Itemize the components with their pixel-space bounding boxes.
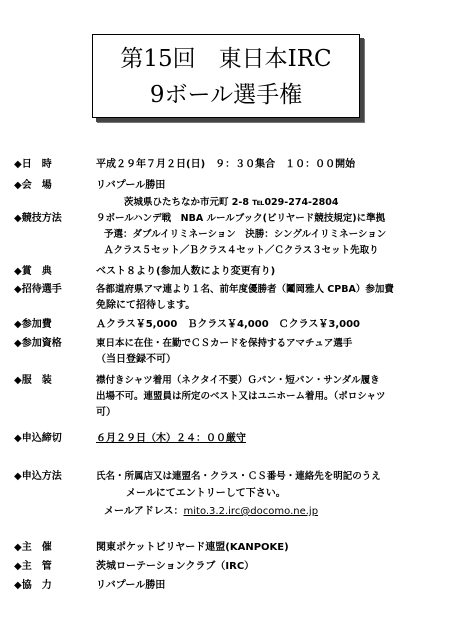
label-application: ◆申込方法: [14, 471, 62, 482]
application-line-1: 氏名・所属店又は連盟名・クラス・ＣＳ番号・連絡先を明記のうえ: [96, 471, 381, 482]
venue-address: 茨城県ひたちなか市元町 2-8 ℡029-274-2804: [124, 197, 339, 208]
row-application: [14, 470, 96, 483]
label-dress: ◆服 装: [14, 375, 52, 386]
label-fee: ◆参加費: [14, 319, 52, 330]
invited-line-2: 免除にて招待します。: [96, 300, 196, 311]
label-manager: ◆主 管: [14, 561, 52, 572]
invited-line-1: 各都道府県アマ連より１名、前年度優勝者（鬮岡雅人 CPBA）参加費: [96, 284, 394, 295]
label-deadline: ◆申込締切: [14, 433, 62, 444]
title-line-1: 第15回 東日本IRC: [120, 46, 332, 72]
title-line-2: 9ボール選手権: [149, 82, 303, 108]
manager-text: 茨城ローテーションクラブ（IRC）: [96, 561, 255, 572]
row-format: [14, 212, 96, 225]
row-deadline: [14, 432, 96, 445]
row-cooperation: [14, 579, 96, 592]
row-date: [14, 158, 96, 171]
row-prize: [14, 265, 96, 278]
email-line: [104, 505, 318, 518]
email-link[interactable]: mito.3.2.irc@docomo.ne.jp: [183, 506, 319, 517]
date-text: 平成２９年７月２日(日) ９：３０集合 １０：００開始: [96, 159, 356, 170]
label-venue: ◆会 場: [14, 180, 52, 191]
format-line-3: Ａクラス５セット／Ｂクラス４セット／Ｃクラス３セット先取り: [104, 245, 379, 256]
row-fee: [14, 318, 96, 331]
venue-name: リバプール勝田: [96, 180, 166, 191]
label-invited: ◆招待選手: [14, 284, 62, 295]
dress-line-2: 出場不可。連盟員は所定のベスト又はユニホーム着用。（ポロシャツ: [96, 391, 386, 402]
row-dress: [14, 374, 96, 387]
prize-text: ベスト８より(参加人数により変更有り): [96, 266, 276, 277]
label-organizer: ◆主 催: [14, 542, 52, 553]
deadline-text: ６月２９日（木）２４：００厳守: [96, 433, 246, 444]
row-organizer: [14, 541, 96, 554]
eligibility-line-2: （当日登録不可）: [96, 354, 176, 365]
label-prize: ◆賞 典: [14, 266, 52, 277]
label-eligibility: ◆参加資格: [14, 338, 62, 349]
fee-text: Ａクラス￥5,000 Ｂクラス￥4,000 Ｃクラス￥3,000: [96, 319, 360, 330]
label-format: ◆競技方法: [14, 213, 62, 224]
row-manager: [14, 560, 96, 573]
cooperation-text: リバプール勝田: [96, 580, 166, 591]
label-cooperation: ◆協 力: [14, 580, 52, 591]
organizer-text: 関東ポケットビリヤード連盟(KANPOKE): [96, 542, 289, 553]
title-box: [92, 34, 360, 118]
dress-line-1: 襟付きシャツ着用（ネクタイ不要）Ｇパン・短パン・サンダル履き: [96, 375, 380, 386]
application-line-2: メールにてエントリーして下さい。: [126, 488, 286, 499]
row-eligibility: [14, 337, 96, 350]
row-venue: [14, 179, 96, 192]
format-line-2: 予選：ダブルイリミネーション 決勝：シングルイリミネーション: [104, 229, 387, 240]
eligibility-line-1: 東日本に在住・在勤でＣＳカードを保持するアマチュア選手: [96, 338, 353, 349]
row-invited: [14, 283, 96, 296]
format-line-1: ９ボールハンデ戦 NBA ルールブック(ビリヤード競技規定)に準拠: [96, 213, 386, 224]
email-label: メールアドレス：: [104, 506, 184, 517]
dress-line-3: 可）: [96, 407, 116, 418]
label-date: ◆日 時: [14, 159, 52, 170]
